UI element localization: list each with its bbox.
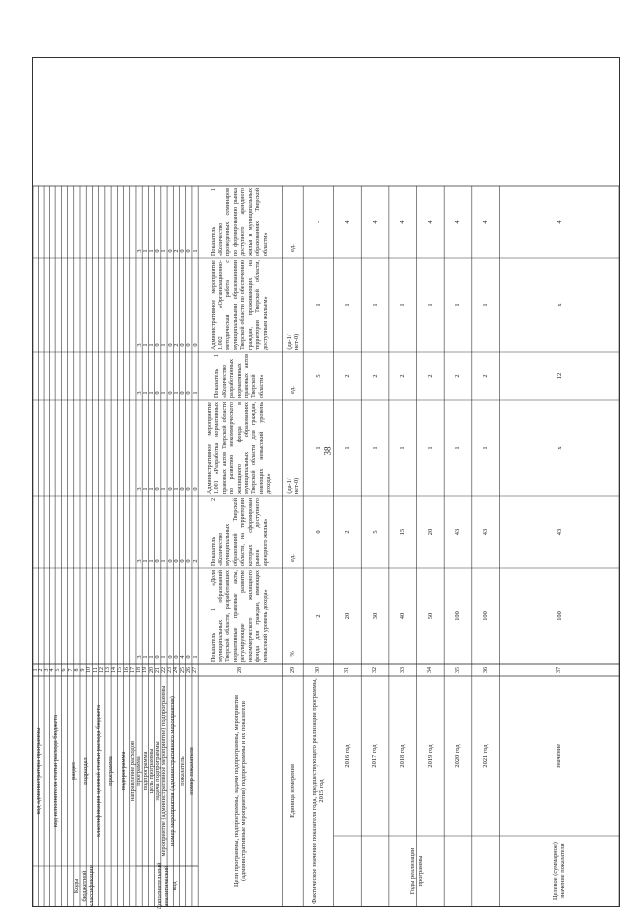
row-description: Показатель 2 «Количество муниципальных образований Тверской области, на территории которых сформирован рынок доступного арендного жилья»: [210, 498, 269, 566]
row-year-value: 1: [482, 446, 490, 450]
row-code-digit: 0: [185, 249, 193, 253]
row-year-value: 1: [454, 303, 462, 307]
row-year-value: 2: [454, 374, 462, 378]
column-number: 25: [179, 667, 186, 673]
column-number: 34: [427, 667, 434, 673]
row-code-digit: 0: [166, 343, 174, 347]
row-code-digit: 1: [141, 249, 149, 253]
row-code-digit: 0: [166, 559, 174, 563]
row-year-value: 100: [482, 611, 490, 621]
row-code-digit: 3: [135, 249, 143, 253]
row-year-value: 2: [343, 374, 351, 378]
row-code-digit: 1: [141, 343, 149, 347]
year-header-3: 2018 год: [398, 744, 406, 768]
row-code-digit: 0: [185, 343, 193, 347]
document-table: [32, 57, 620, 907]
row-fact-value: 0: [314, 530, 322, 534]
column-number: 32: [372, 667, 379, 673]
years-header: Годы реализации программы: [408, 847, 424, 895]
row-description: Показатель 1 «Количество проведенных семинаров по формированию рынка доступного арендного жилья в муниципальных образованиях Тверской области»: [210, 188, 269, 256]
code-subheader-14: номер мероприятия (административного мероприятия): [169, 696, 177, 846]
code-subheader-8: направление расходов: [129, 740, 137, 802]
code-subheader-6: программа: [107, 756, 115, 786]
row-description: Показатель 1 «Доля муниципальных образований Тверской области, разработавших нормативные правовые акты, регулирующие развитие некоммерческого жилищного фонда для граждан, имеющих невысокий уровень дохода»: [210, 570, 269, 662]
row-code-digit: 0: [154, 391, 162, 395]
column-number: 23: [167, 667, 174, 673]
column-number: 30: [315, 667, 322, 673]
column-number: 20: [148, 667, 155, 673]
row-code-digit: 1: [141, 391, 149, 395]
row-code-digit: 3: [135, 487, 143, 491]
column-number: 26: [185, 667, 192, 673]
row-code-digit: 0: [179, 391, 187, 395]
row-code-digit: 1: [160, 487, 168, 491]
column-number: 19: [142, 667, 149, 673]
row-code-digit: 0: [166, 487, 174, 491]
column-number: 15: [117, 667, 124, 673]
column-number: 28: [237, 667, 244, 673]
row-year-value: 2: [482, 374, 490, 378]
row-year-value: 43: [482, 528, 490, 536]
column-number: 16: [123, 667, 130, 673]
row-code-digit: 0: [154, 487, 162, 491]
row-code-digit: 2: [172, 343, 180, 347]
column-number: 35: [454, 667, 461, 673]
year-header-2: 2017 год: [371, 744, 379, 768]
row-code-digit: 1: [141, 559, 149, 563]
year-header-6: 2021 год: [481, 744, 489, 768]
row-code-digit: 0: [179, 559, 187, 563]
row-code-digit: 1: [160, 391, 168, 395]
code-subheader-15: показатель: [178, 756, 186, 786]
row-year-value: 4: [426, 220, 434, 224]
row-code-digit: 3: [135, 343, 143, 347]
row-code-digit: 3: [135, 391, 143, 395]
row-code-digit: 0: [179, 249, 187, 253]
year-header-4: 2019 год: [426, 744, 434, 768]
row-code-digit: 1: [148, 487, 155, 491]
row-code-digit: 0: [172, 559, 180, 563]
row-year-value: 2: [426, 374, 434, 378]
row-year-value: 43: [454, 528, 462, 536]
row-unit: ед.: [289, 554, 297, 562]
row-year-value: 1: [399, 446, 407, 450]
code-subheader-11: цель программы: [147, 748, 155, 794]
column-number: 6: [61, 668, 68, 672]
row-target-value: 43: [555, 528, 563, 536]
row-code-digit: 0: [172, 655, 180, 659]
row-year-value: 2: [343, 530, 351, 534]
column-number: 24: [173, 667, 180, 673]
row-year-value: 1: [454, 446, 462, 450]
target-header: Целевое (суммарное) значение показателя: [551, 842, 567, 900]
analytic-code-header: Дополнительный аналитический код: [155, 862, 178, 909]
row-code-digit: 0: [154, 559, 162, 563]
row-year-value: 1: [371, 446, 379, 450]
row-code-digit: 0: [185, 487, 193, 491]
row-code-digit: 1: [191, 391, 199, 395]
row-code-digit: 1: [141, 487, 149, 491]
column-number: 31: [344, 667, 351, 673]
column-number: 14: [111, 667, 118, 673]
code-subheader-13: мероприятие (административное мероприятие) подпрограммы: [160, 685, 168, 857]
column-number: 9: [80, 668, 87, 672]
column-number: 7: [67, 668, 74, 672]
row-year-value: 15: [399, 528, 407, 536]
row-code-digit: 1: [172, 487, 180, 491]
row-target-value: 100: [555, 611, 563, 621]
row-year-value: 1: [343, 303, 351, 307]
row-year-value: 1: [426, 303, 434, 307]
row-year-value: 4: [343, 220, 351, 224]
row-code-digit: 0: [166, 249, 174, 253]
row-description: Показатель 1 «Количество разработанных нормативных правовых актов Тверской области»: [214, 354, 265, 398]
row-code-digit: 1: [160, 343, 168, 347]
row-code-digit: 1: [148, 559, 155, 563]
budget-classification-header: Коды бюджетной классификации: [73, 865, 96, 907]
goals-header: Цели программы, подпрограммы, задачи подпрограммы, мероприятия (административные мероприятия) подпрограммы и их показатели: [232, 695, 248, 887]
code-subheader-16: номер показателя: [188, 747, 196, 795]
row-code-digit: 1: [191, 249, 199, 253]
row-year-value: 100: [454, 611, 462, 621]
row-year-value: 20: [343, 612, 351, 620]
column-number: 1: [32, 668, 39, 672]
row-target-value: x: [555, 446, 563, 450]
column-number: 13: [104, 667, 111, 673]
row-code-digit: 0: [179, 343, 187, 347]
code-subheader-9: программа: [135, 756, 143, 786]
row-year-value: 4: [482, 220, 490, 224]
row-code-digit: 1: [148, 343, 155, 347]
column-number: 22: [160, 667, 167, 673]
row-year-value: 1: [399, 303, 407, 307]
code-subheader-1: код администратора программы: [34, 727, 42, 815]
code-subheader-2: код исполнителя статьи расхода бюджета: [52, 714, 60, 828]
row-year-value: 1: [371, 303, 379, 307]
column-number: 10: [86, 667, 93, 673]
row-code-digit: 1: [160, 655, 168, 659]
year-header-5: 2020 год: [454, 744, 462, 768]
code-subheader-10: подпрограмма: [141, 751, 149, 791]
row-year-value: 5: [371, 530, 379, 534]
row-fact-value: 5: [314, 374, 322, 378]
row-code-digit: 0: [179, 487, 187, 491]
row-code-digit: 3: [135, 559, 143, 563]
row-code-digit: 1: [191, 655, 199, 659]
code-subheader-5: классификация целевой статьи расхода бюджета: [94, 705, 102, 837]
year-header-1: 2016 год: [343, 744, 351, 768]
fact-header: Фактическое значение показателя года, предшествующего реализации программы, 2015 год: [310, 678, 326, 904]
row-unit: ед.: [289, 244, 297, 252]
column-number: 21: [154, 667, 161, 673]
row-code-digit: 1: [160, 559, 168, 563]
row-year-value: 1: [343, 446, 351, 450]
code-subheader-12: задача подпрограммы: [153, 741, 161, 801]
row-year-value: 30: [371, 612, 379, 620]
code-subheader-3: раздел: [69, 762, 77, 780]
row-year-value: 1: [482, 303, 490, 307]
row-code-digit: 0: [154, 343, 162, 347]
row-code-digit: 4: [179, 655, 187, 659]
row-unit: %: [289, 651, 297, 657]
column-number: 4: [49, 668, 56, 672]
column-number: 2: [38, 668, 45, 672]
column-number: 33: [399, 667, 406, 673]
row-target-value: x: [555, 303, 563, 307]
column-number: 37: [556, 667, 563, 673]
row-target-value: 4: [555, 220, 563, 224]
row-year-value: 50: [426, 612, 434, 620]
row-code-digit: 0: [154, 655, 162, 659]
row-year-value: 2: [371, 374, 379, 378]
column-number: 8: [73, 668, 80, 672]
row-code-digit: 1: [148, 249, 155, 253]
row-code-digit: 1: [172, 391, 180, 395]
column-number: 36: [482, 667, 489, 673]
row-year-value: 4: [371, 220, 379, 224]
row-code-digit: 1: [148, 391, 155, 395]
column-number: 17: [129, 667, 136, 673]
row-code-digit: 0: [191, 343, 199, 347]
row-year-value: 1: [426, 446, 434, 450]
row-code-digit: 1: [141, 655, 149, 659]
row-code-digit: 2: [172, 249, 180, 253]
column-number: 5: [55, 668, 62, 672]
row-code-digit: 0: [185, 559, 193, 563]
row-unit: (да-1/нет-0): [285, 333, 300, 351]
row-year-value: 2: [399, 374, 407, 378]
row-code-digit: 0: [185, 655, 193, 659]
row-code-digit: 2: [191, 559, 199, 563]
row-fact-value: 1: [314, 303, 322, 307]
row-year-value: 20: [426, 528, 434, 536]
column-number: 27: [192, 667, 199, 673]
row-year-value: 4: [399, 220, 407, 224]
row-code-digit: 3: [135, 655, 143, 659]
page-number: 38: [322, 446, 333, 456]
row-unit: ед.: [289, 386, 297, 394]
row-code-digit: 0: [185, 391, 193, 395]
row-fact-value: 2: [314, 614, 322, 618]
target-sub-header: значение: [555, 743, 563, 769]
row-year-value: 40: [399, 612, 407, 620]
code-subheader-7: подпрограмма: [119, 751, 127, 791]
row-code-digit: 0: [191, 487, 199, 491]
row-code-digit: 0: [166, 391, 174, 395]
row-year-value: 4: [454, 220, 462, 224]
row-fact-value: -: [314, 220, 322, 224]
unit-header: Единица измерения: [289, 764, 297, 818]
row-code-digit: 1: [148, 655, 155, 659]
column-number: 3: [43, 668, 50, 672]
row-code-digit: 1: [160, 249, 168, 253]
row-code-digit: 0: [154, 249, 162, 253]
column-number: 12: [98, 667, 105, 673]
column-number: 11: [92, 667, 99, 673]
column-number: 18: [136, 667, 143, 673]
row-unit: (да-1/нет-0): [285, 477, 300, 495]
row-fact-value: 1: [314, 446, 322, 450]
row-description: Административное мероприятие 1.002 «Организационно-методическая работа с муниципальными образованиями Тверской области по обеспечению граждан, проживающих на территории Тверской области, доступным жильем»: [210, 260, 269, 350]
code-subheader-4: подраздел: [82, 757, 90, 785]
row-description: Административное мероприятие 1.001 «Разработка нормативных правовых актов Тверской области по развитию некоммерческого жилищного фонда в муниципальных образованиях Тверской области для граждан, имеющих невысокий уровень дохода»: [206, 402, 273, 494]
row-target-value: 12: [555, 372, 563, 380]
column-number: 29: [289, 667, 296, 673]
row-code-digit: 0: [166, 655, 174, 659]
